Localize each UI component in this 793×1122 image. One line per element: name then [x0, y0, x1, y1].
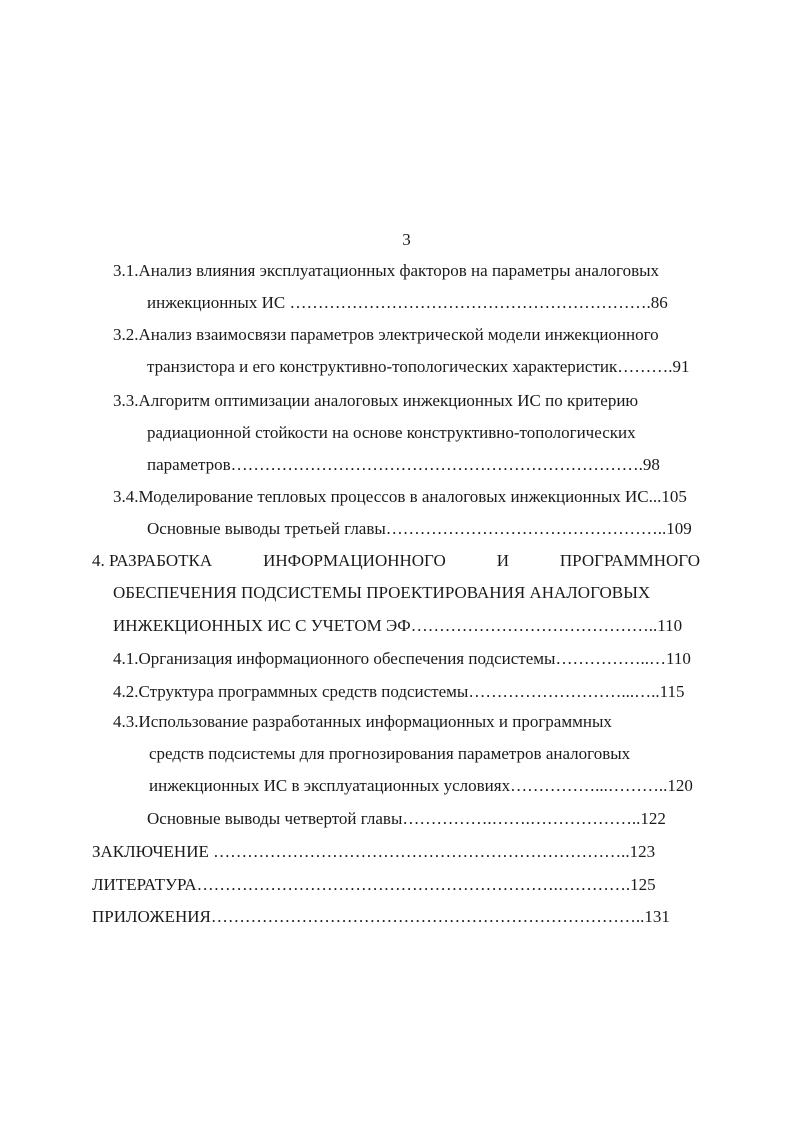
chapter-4-word: И: [496, 551, 509, 570]
toc-chapter-4-line2: ОБЕСПЕЧЕНИЯ ПОДСИСТЕМЫ ПРОЕКТИРОВАНИЯ АНАЛОГОВЫХ: [113, 583, 651, 602]
toc-entry-3-1-line1: 3.1.Анализ влияния эксплуатационных факторов на параметры аналоговых: [113, 261, 660, 280]
toc-entry-3-3-line3: параметров……………………………………………………………….98: [147, 455, 660, 474]
toc-entry-3-4: 3.4.Моделирование тепловых процессов в аналоговых инжекционных ИС...105: [113, 487, 687, 506]
toc-entry-3-2-line2: транзистора и его конструктивно-топологических характеристик……….91: [147, 357, 690, 376]
chapter-4-word: 4. РАЗРАБОТКА: [92, 551, 213, 570]
toc-literature: ЛИТЕРАТУРА……………………………………………………….………….125: [92, 875, 656, 894]
toc-entry-3-3-line1: 3.3.Алгоритм оптимизации аналоговых инжекционных ИС по критерию: [113, 391, 639, 410]
toc-entry-3-1-line2: инжекционных ИС ……………………………………………………….86: [147, 293, 668, 312]
toc-entry-4-3-line3: инжекционных ИС в эксплуатационных условиях……………...………..120: [149, 776, 693, 795]
toc-entry-3-2-line1: 3.2.Анализ взаимосвязи параметров электрической модели инжекционного: [113, 325, 659, 344]
toc-conclusions-ch4: Основные выводы четвертой главы…………….…….………………..122: [147, 809, 666, 828]
toc-appendices: ПРИЛОЖЕНИЯ…………………………………………………………………..131: [92, 907, 670, 926]
toc-conclusions-ch3: Основные выводы третьей главы…………………………………………..109: [147, 519, 692, 538]
chapter-4-word: ИНФОРМАЦИОННОГО: [263, 551, 446, 570]
toc-entry-4-2: 4.2.Структура программных средств подсистемы………………………...…..115: [113, 682, 685, 701]
toc-entry-4-3-line2: средств подсистемы для прогнозирования параметров аналоговых: [149, 744, 631, 763]
toc-entry-4-1: 4.1.Организация информационного обеспечения подсистемы……………..…110: [113, 649, 691, 668]
toc-chapter-4-line3: ИНЖЕКЦИОННЫХ ИС С УЧЕТОМ ЭФ……………………………………..110: [113, 616, 683, 635]
chapter-4-word: ПРОГРАММНОГО: [559, 551, 700, 570]
toc-chapter-4-line1: [92, 550, 700, 572]
toc-entry-3-3-line2: радиационной стойкости на основе конструктивно-топологических: [147, 423, 636, 442]
page-number: 3: [402, 230, 411, 249]
toc-conclusion: ЗАКЛЮЧЕНИЕ ………………………………………………………………..123: [92, 842, 656, 861]
toc-entry-4-3-line1: 4.3.Использование разработанных информационных и программных: [113, 712, 612, 731]
